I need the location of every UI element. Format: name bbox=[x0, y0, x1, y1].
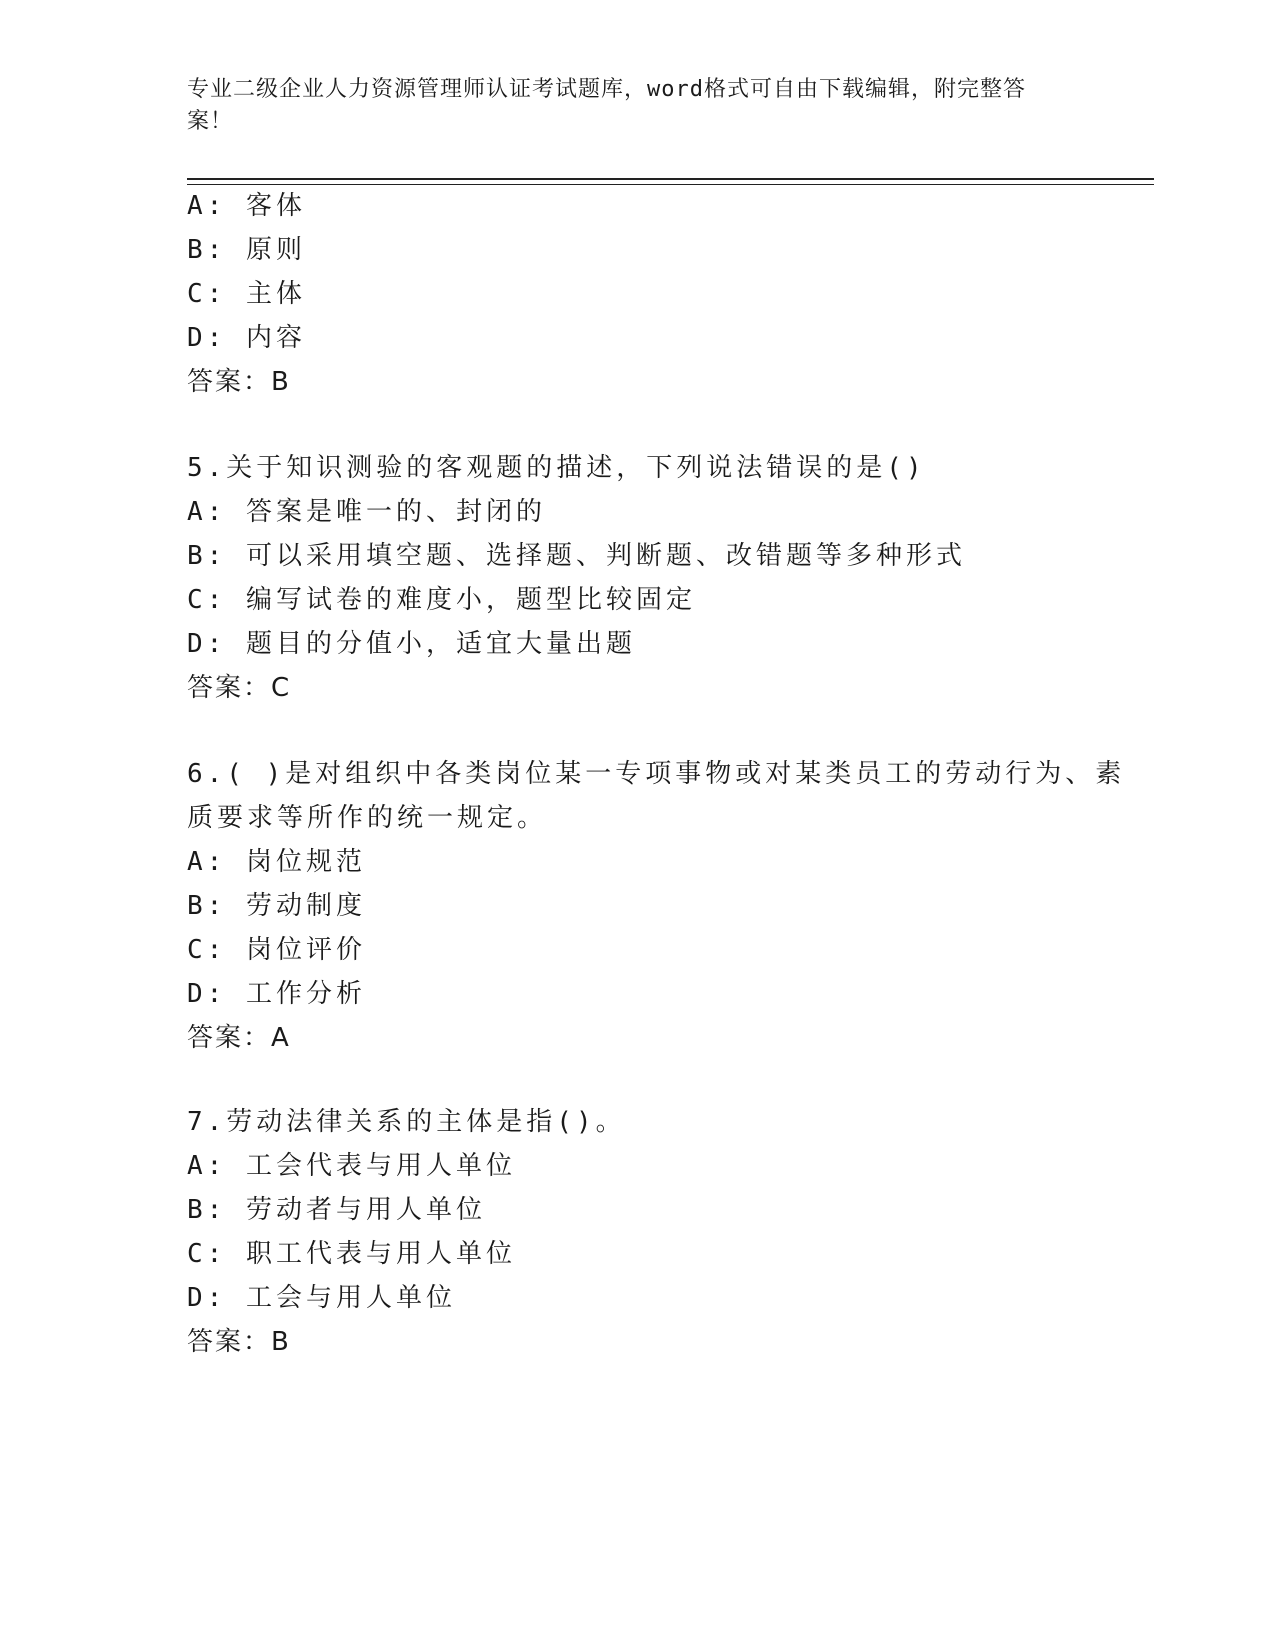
q7-question: 7.劳动法律关系的主体是指()。 bbox=[187, 1107, 626, 1137]
q5-question: 5.关于知识测验的客观题的描述，下列说法错误的是() bbox=[187, 453, 926, 483]
q7-option-b: B: 劳动者与用人单位 bbox=[187, 1195, 486, 1225]
q6-option-d: D: 工作分析 bbox=[187, 979, 366, 1009]
q5-option-b: B: 可以采用填空题、选择题、判断题、改错题等多种形式 bbox=[187, 541, 966, 571]
q7-option-d: D: 工会与用人单位 bbox=[187, 1283, 456, 1313]
q6-answer: 答案：A bbox=[187, 1023, 291, 1053]
q6-option-a: A: 岗位规范 bbox=[187, 847, 366, 877]
q5-option-d: D: 题目的分值小，适宜大量出题 bbox=[187, 629, 636, 659]
q4-option-a: A: 客体 bbox=[187, 191, 306, 221]
q5-option-c: C: 编写试卷的难度小，题型比较固定 bbox=[187, 585, 696, 615]
q5-option-a: A: 答案是唯一的、封闭的 bbox=[187, 497, 546, 527]
q4-option-b: B: 原则 bbox=[187, 235, 306, 265]
q4-option-d: D: 内容 bbox=[187, 323, 306, 353]
q6-option-c: C: 岗位评价 bbox=[187, 935, 366, 965]
q7-option-a: A: 工会代表与用人单位 bbox=[187, 1151, 516, 1181]
q7-answer: 答案：B bbox=[187, 1327, 291, 1357]
q6-question-line2: 质要求等所作的统一规定。 bbox=[187, 803, 548, 833]
q7-option-c: C: 职工代表与用人单位 bbox=[187, 1239, 516, 1269]
q6-option-b: B: 劳动制度 bbox=[187, 891, 366, 921]
header-divider-thin bbox=[187, 184, 1154, 185]
q6-question-line1: 6.( )是对组织中各类岗位某一专项事物或对某类员工的劳动行为、素 bbox=[187, 759, 1126, 789]
q4-answer: 答案：B bbox=[187, 367, 291, 397]
document-header: 专业二级企业人力资源管理师认证考试题库，word格式可自由下载编辑，附完整答案！ bbox=[187, 77, 1026, 134]
header-divider-thick bbox=[187, 178, 1154, 180]
q5-answer: 答案：C bbox=[187, 673, 292, 703]
q4-option-c: C: 主体 bbox=[187, 279, 306, 309]
